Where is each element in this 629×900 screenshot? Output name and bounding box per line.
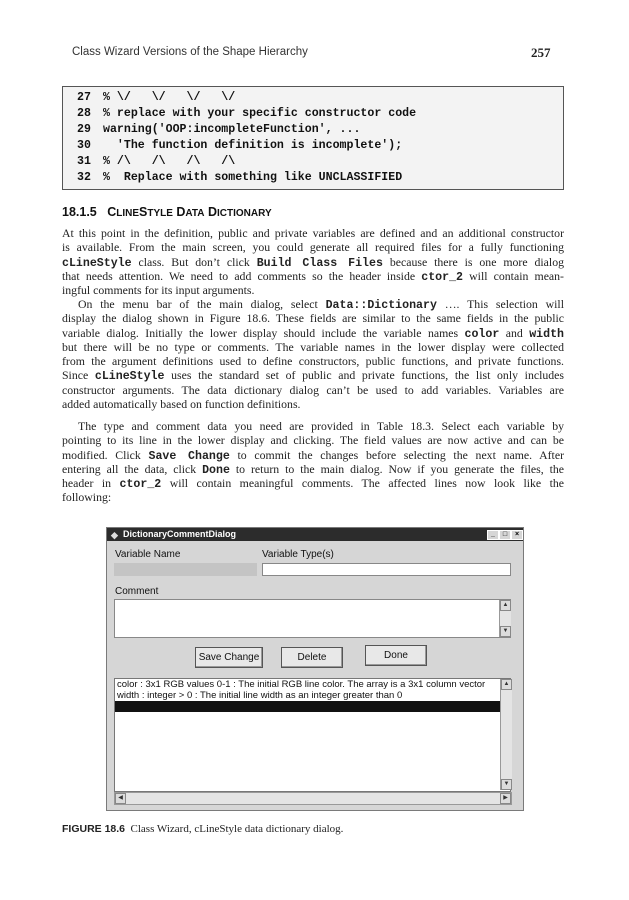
scroll-left-icon[interactable]: ◀ <box>115 793 126 804</box>
code-line: 28 % replace with your specific constructor code <box>77 107 417 120</box>
variable-list[interactable] <box>114 678 511 792</box>
scroll-right-icon[interactable]: ▶ <box>500 793 511 804</box>
code-line: 27 % \/ \/ \/ \/ <box>77 91 236 104</box>
section-heading: 18.1.5 CLINESTYLE DATA DICTIONARY <box>62 205 272 219</box>
paragraph-2: On the menu bar of the main dialog, select Data::Dictionary …. This selection will display the dialog shown in Figure 18.6. These fields are similar to the same fields in the public variable dialog. Initially the lower display should include the variable names color and width but there will be no type or comments. The variable names in the lower display were collected from the argument definitions used to define constructors, public functions, and private functions. Since cLineStyle uses the standard set of public and private functions, the list only includes constructor arguments. The data dictionary dialog can’t be used to add variables. Variables are added automatically based on function definitions. <box>62 297 564 411</box>
scroll-up-icon[interactable]: ▲ <box>500 600 511 611</box>
code-line: 30 'The function definition is incomplete'); <box>77 139 403 152</box>
comment-label: Comment <box>115 586 159 597</box>
list-horizontal-scrollbar[interactable] <box>114 792 512 805</box>
minimize-icon[interactable]: _ <box>487 530 499 540</box>
list-vertical-scrollbar[interactable] <box>500 679 512 790</box>
paragraph-1: At this point in the definition, public and private variables are defined and an additional constructor is available. From the main screen, you could generate all required files for a fully functioning cLineStyle class. But don’t click Build Class Files because there is one more dialog that needs attention. We need to add comments so the header inside ctor_2 will contain mean- ingful comments for its input arguments. <box>62 226 564 297</box>
variable-name-field[interactable] <box>114 563 257 576</box>
page-number: 257 <box>531 45 551 60</box>
done-button[interactable]: Done <box>365 645 427 666</box>
scroll-down-icon[interactable]: ▼ <box>500 626 511 637</box>
dialog-titlebar[interactable] <box>107 528 523 541</box>
list-item[interactable]: width : integer > 0 : The initial line width as an integer greater than 0 <box>117 690 403 701</box>
app-icon: ◆ <box>111 530 118 540</box>
code-listing <box>62 86 564 190</box>
code-line: 31 % /\ /\ /\ /\ <box>77 155 236 168</box>
comment-scrollbar[interactable] <box>499 600 511 637</box>
list-item[interactable]: color : 3x1 RGB values 0-1 : The initial RGB line color. The array is a 3x1 column vector <box>117 679 486 690</box>
figure-caption: FIGURE 18.6 Class Wizard, cLineStyle data dictionary dialog. <box>62 823 344 835</box>
code-line: 32 % Replace with something like UNCLASSIFIED <box>77 171 403 184</box>
dialog-title: DictionaryCommentDialog <box>123 529 237 539</box>
variable-type-label: Variable Type(s) <box>262 549 334 560</box>
running-title: Class Wizard Versions of the Shape Hierarchy <box>72 46 308 58</box>
scroll-up-icon[interactable]: ▲ <box>501 679 512 690</box>
delete-button[interactable]: Delete <box>281 647 343 668</box>
close-icon[interactable]: × <box>511 530 523 540</box>
list-item-selected[interactable] <box>115 701 510 712</box>
maximize-icon[interactable]: □ <box>499 530 511 540</box>
dictionary-comment-dialog <box>106 527 524 811</box>
comment-textarea[interactable] <box>114 599 511 638</box>
save-change-button[interactable]: Save Change <box>195 647 263 668</box>
scroll-down-icon[interactable]: ▼ <box>501 779 512 790</box>
paragraph-3: The type and comment data you need are provided in Table 18.3. Select each variable by pointing to its line in the lower display and clicking. The field values are now active and can be modified. Click Save Change to commit the changes before selecting the next name. After entering all the data, click Done to return to the main dialog. Now if you generate the files, the header in ctor_2 will contain meaningful comments. The affected lines now look like the following: <box>62 419 564 505</box>
variable-name-label: Variable Name <box>115 549 181 560</box>
variable-type-input[interactable] <box>262 563 511 576</box>
code-line: 29 warning('OOP:incompleteFunction', ... <box>77 123 361 136</box>
